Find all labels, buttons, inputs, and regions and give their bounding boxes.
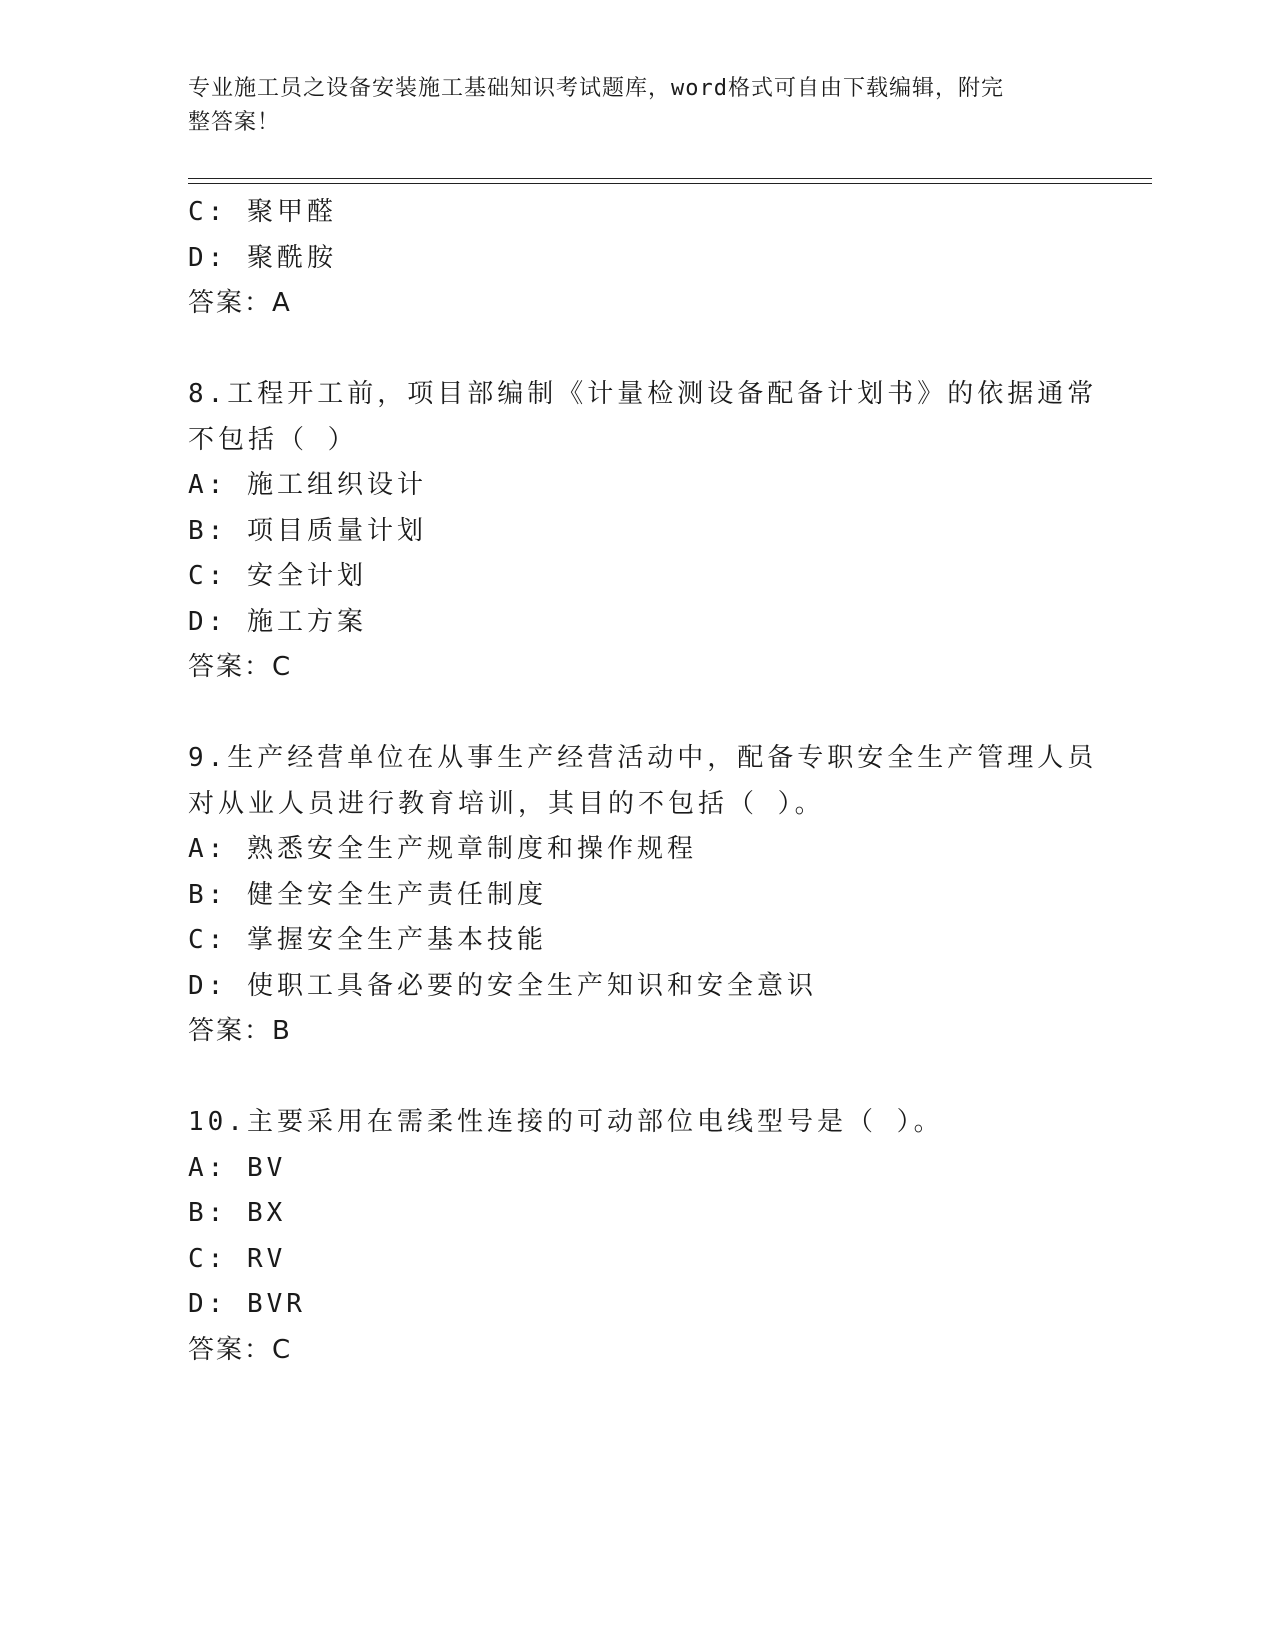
question-text-line-2: 不包括（ ） [188, 424, 358, 455]
answer-line: 答案：B [188, 1016, 292, 1046]
option-c: C: 安全计划 [188, 561, 367, 591]
question-text-line-2: 对从业人员进行教育培训，其目的不包括（ ）。 [188, 788, 825, 819]
question-list [188, 190, 1098, 1373]
question-text-line-1: 9.生产经营单位在从事生产经营活动中，配备专职安全生产管理人员 [188, 743, 1098, 773]
question-text-line-1: 10.主要采用在需柔性连接的可动部位电线型号是（ ）。 [188, 1107, 944, 1137]
option-c: C: 聚甲醛 [188, 197, 337, 227]
option-a: A: BV [188, 1152, 287, 1183]
document-header [188, 72, 1068, 140]
question-10 [188, 1100, 1088, 1373]
option-d: D: 施工方案 [188, 606, 367, 637]
answer-line: 答案：A [188, 288, 292, 318]
header-rule-bottom [188, 183, 1152, 184]
question-8 [188, 372, 1098, 691]
option-d: D: 聚酰胺 [188, 242, 337, 273]
option-b: B: BX [188, 1198, 287, 1228]
header-rule-top [188, 178, 1152, 179]
option-b: B: 项目质量计划 [188, 515, 427, 546]
header-line-1: 专业施工员之设备安装施工基础知识考试题库，word格式可自由下载编辑，附完 [188, 76, 1004, 101]
answer-line: 答案：C [188, 652, 293, 682]
question-text-line-1: 8.工程开工前，项目部编制《计量检测设备配备计划书》的依据通常 [188, 379, 1098, 409]
option-c: C: 掌握安全生产基本技能 [188, 925, 547, 955]
option-a: A: 熟悉安全生产规章制度和操作规程 [188, 834, 697, 864]
answer-line: 答案：C [188, 1334, 293, 1365]
option-b: B: 健全安全生产责任制度 [188, 879, 547, 910]
header-line-2: 整答案！ [188, 110, 281, 135]
spacer [188, 691, 1088, 737]
option-d: D: 使职工具备必要的安全生产知识和安全意识 [188, 970, 817, 1001]
question-7-tail [188, 190, 1088, 327]
question-9 [188, 736, 1098, 1055]
option-a: A: 施工组织设计 [188, 470, 427, 500]
spacer [188, 1055, 1088, 1101]
option-c: C: RV [188, 1243, 287, 1274]
spacer [188, 327, 1088, 373]
option-d: D: BVR [188, 1289, 306, 1319]
